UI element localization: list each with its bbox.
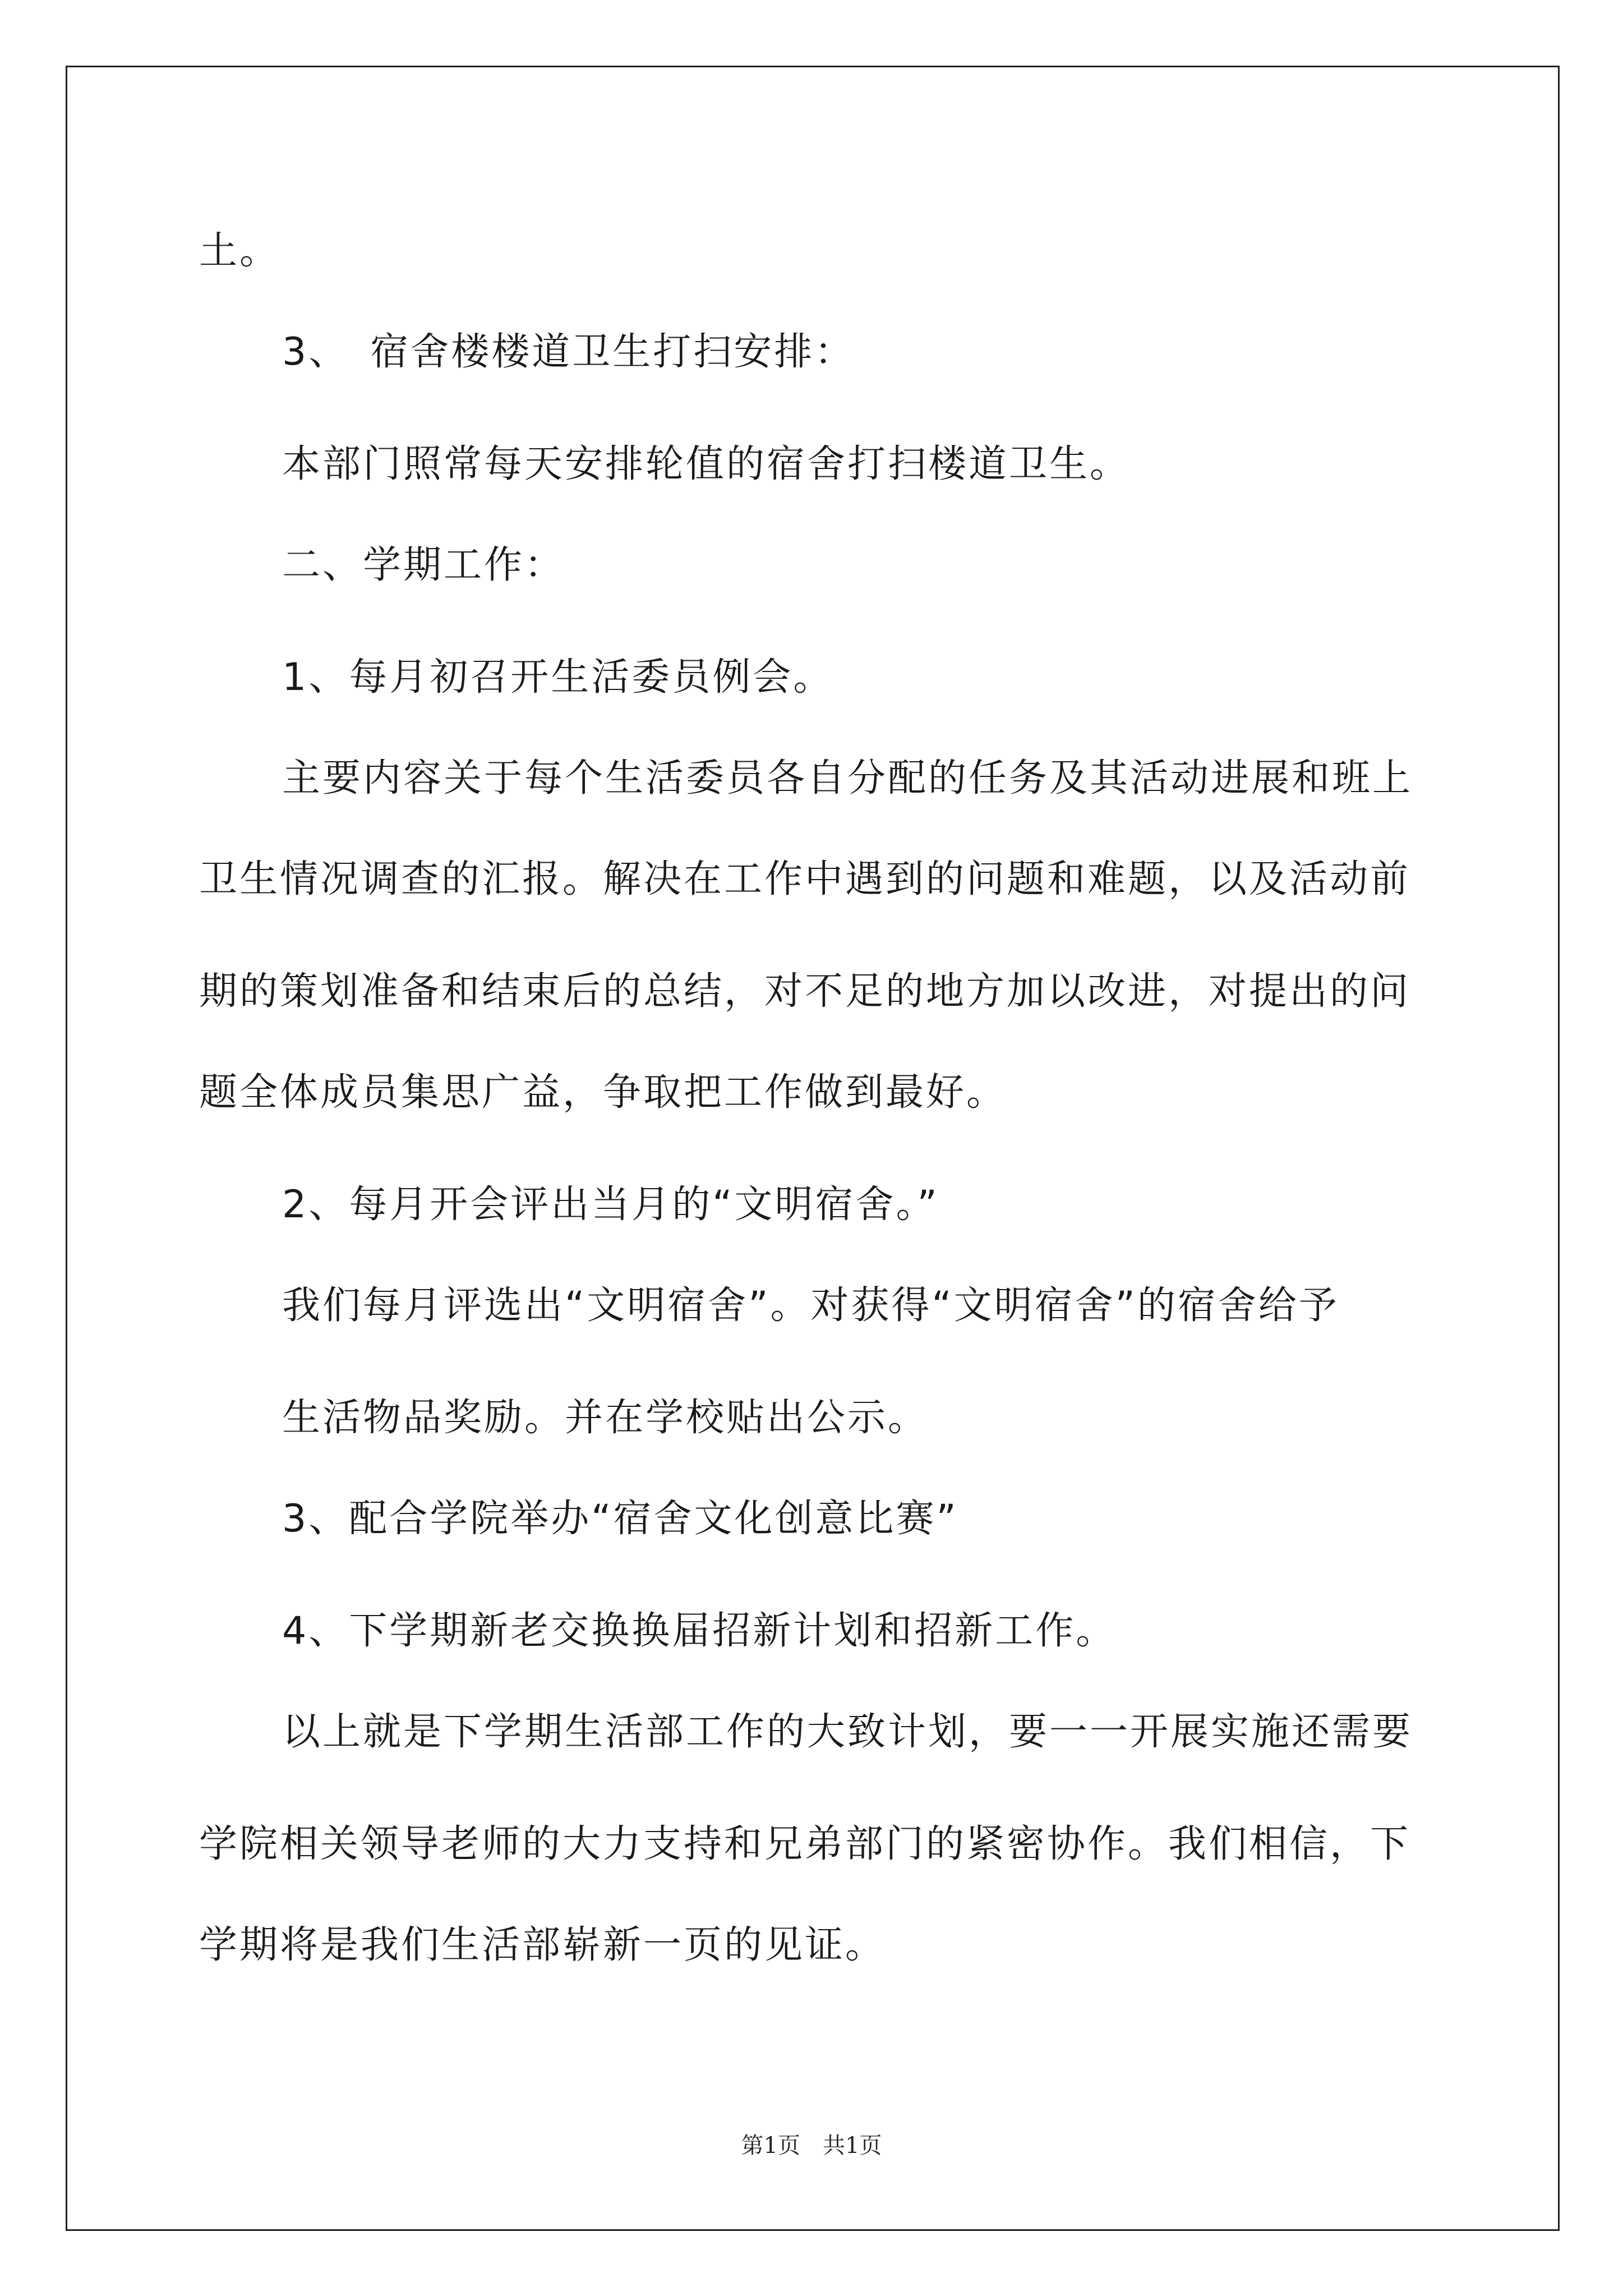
page-footer: 第1页 共1页 [741,2133,882,2159]
text-line: 学期将是我们生活部崭新一页的见证。 [199,1923,886,1967]
list-item: 4、下学期新老交换换届招新计划和招新工作。 [282,1609,1117,1653]
text-line: 题全体成员集思广益，争取把工作做到最好。 [199,1070,1007,1115]
section-heading: 二、学期工作： [282,543,565,587]
text-line: 我们每月评选出“文明宿舍”。对获得“文明宿舍”的宿舍给予 [282,1283,1339,1328]
text-line: 以上就是下学期生活部工作的大致计划，要一一开展实施还需要 [282,1710,1413,1754]
list-item: 1、每月初召开生活委员例会。 [282,655,834,700]
text-line: 卫生情况调查的汇报。解决在工作中遇到的问题和难题，以及活动前 [199,857,1411,901]
text-line: 主要内容关于每个生活委员各自分配的任务及其活动进展和班上 [282,756,1413,800]
text-line: 期的策划准备和结束后的总结，对不足的地方加以改进，对提出的问 [199,969,1411,1014]
text-line: 3、 宿舍楼楼道卫生打扫安排： [282,330,855,374]
text-line: 学院相关领导老师的大力支持和兄弟部门的紧密协作。我们相信，下 [199,1822,1411,1866]
text-line: 生活物品奖励。并在学校贴出公示。 [282,1396,929,1440]
text-line: 土。 [199,229,280,273]
list-item: 2、每月开会评出当月的“文明宿舍。” [282,1182,939,1227]
page-border [66,66,1560,2231]
list-item: 3、配合学院举办“宿舍文化创意比赛” [282,1497,958,1541]
text-line: 本部门照常每天安排轮值的宿舍打扫楼道卫生。 [282,442,1131,486]
